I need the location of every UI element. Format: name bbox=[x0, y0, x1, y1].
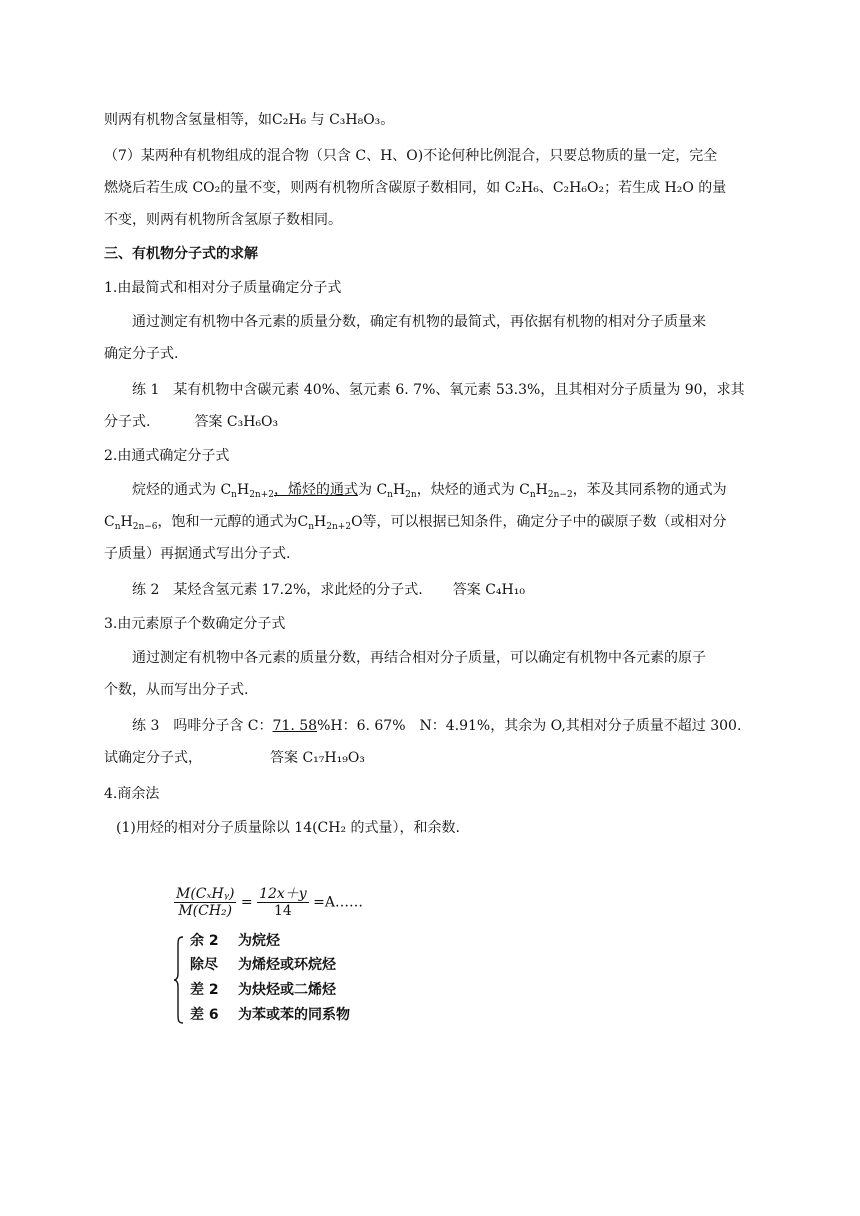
exercise-1: 练 1 某有机物中含碳元素 40%、氢元素 6. 7%、氧元素 53.3%，且其相对分子质量为 90，求其 bbox=[132, 382, 745, 398]
formula-alcohol: $C_nH_{2n+2}O$ bbox=[297, 514, 363, 532]
quotient-formula bbox=[174, 886, 363, 919]
formula-benzene: $C_nH_{2n-6}$ bbox=[104, 514, 158, 532]
case-key: 除尽 bbox=[190, 957, 218, 973]
denominator: 14 bbox=[273, 903, 292, 919]
denominator: M(CH₂) bbox=[178, 903, 233, 919]
case-key: 余 2 bbox=[190, 933, 219, 949]
case-key: 差 2 bbox=[190, 982, 219, 998]
case-value: 为炔烃或二烯烃 bbox=[238, 982, 336, 998]
paragraph-line: 个数，从而写出分子式. bbox=[104, 682, 249, 698]
left-brace-icon bbox=[174, 936, 184, 1024]
text: 试确定分子式， bbox=[104, 750, 202, 766]
formula-alkyne: $C_nH_{2n-2}$ bbox=[519, 482, 573, 500]
paragraph-line: 子质量）再据通式写出分子式. bbox=[104, 546, 291, 562]
text: ，炔烃的通式为 bbox=[416, 482, 515, 498]
subsection-title: 4.商余法 bbox=[104, 786, 160, 802]
case-row bbox=[190, 1004, 350, 1024]
case-value: 为烷烃 bbox=[238, 933, 280, 949]
exercise-3 bbox=[132, 716, 741, 736]
formula-alkane: $C_nH_{2n+2}$ bbox=[220, 482, 274, 500]
answer-label: 答案 bbox=[194, 414, 223, 430]
fraction-right bbox=[257, 886, 309, 919]
case-row bbox=[190, 979, 336, 999]
text: ，饱和一元醇的通式为 bbox=[157, 514, 298, 530]
paragraph-line bbox=[132, 480, 727, 500]
formula-c3h8o3: C₃H₈O₃。 bbox=[329, 112, 395, 128]
paragraph-line: （7）某两种有机物组成的混合物（只含 C、H、O)不论何种比例混合，只要总物质的量一定，完全 bbox=[104, 148, 718, 164]
answer-label: 答案 bbox=[270, 750, 298, 766]
formula-alkene: $C_nH_{2n}$ bbox=[376, 482, 417, 500]
subsection-title: 1.由最简式和相对分子质量确定分子式 bbox=[104, 280, 342, 296]
paragraph-line bbox=[104, 110, 394, 130]
paragraph-line: 通过测定有机物中各元素的质量分数，确定有机物的最简式，再依据有机物的相对分子质量来 bbox=[132, 314, 706, 330]
answer-value: C₃H₆O₃ bbox=[226, 414, 279, 430]
paragraph-line: 通过测定有机物中各元素的质量分数，再结合相对分子质量，可以确定有机物中各元素的原子 bbox=[132, 650, 706, 666]
carbon-percent: 71. 58 bbox=[272, 718, 318, 734]
answer-value: C₄H₁₀ bbox=[485, 582, 525, 598]
text: 烷烃的通式为 bbox=[132, 482, 216, 498]
numerator: M(CₓHᵧ) bbox=[176, 886, 235, 902]
numerator: 12x＋y bbox=[259, 886, 307, 902]
exercise-1-line2 bbox=[104, 412, 278, 432]
text: ，烯烃的通式 bbox=[273, 482, 358, 498]
text: 练 3 吗啡分子含 C： bbox=[132, 718, 273, 734]
subsection-title: 3.由元素原子个数确定分子式 bbox=[104, 616, 286, 632]
text: 与 bbox=[310, 112, 325, 128]
text: 等，可以根据已知条件，确定分子中的碳原子数（或相对分 bbox=[362, 514, 727, 530]
case-row bbox=[190, 930, 280, 950]
case-value: 为烯烃或环烷烃 bbox=[238, 957, 336, 973]
text: 分子式. bbox=[104, 414, 151, 430]
paragraph-line bbox=[104, 512, 727, 532]
case-key: 差 6 bbox=[190, 1007, 219, 1023]
subsection-title: 2.由通式确定分子式 bbox=[104, 448, 230, 464]
paragraph-line: 确定分子式. bbox=[104, 346, 179, 362]
fraction-left bbox=[174, 886, 236, 919]
text: 则两有机物含氢量相等，如 bbox=[104, 112, 272, 128]
paragraph-line: 不变，则两有机物所含氢原子数相同。 bbox=[104, 212, 342, 228]
answer-label: 答案 bbox=[452, 582, 481, 598]
quotient-result: =A…… bbox=[313, 894, 363, 911]
paragraph-line: (1)用烃的相对分子质量除以 14(CH₂ 的式量），和余数. bbox=[116, 820, 460, 836]
case-row bbox=[190, 954, 336, 974]
exercise-3-line2 bbox=[104, 748, 365, 768]
section-heading: 三、有机物分子式的求解 bbox=[104, 246, 258, 262]
text: ，苯及其同系物的通式为 bbox=[572, 482, 727, 498]
text: %H：6. 67% N：4.91%，其余为 O,其相对分子质量不超过 300. bbox=[317, 718, 742, 734]
text bbox=[274, 482, 358, 498]
exercise-2 bbox=[132, 580, 525, 600]
case-value: 为苯或苯的同系物 bbox=[238, 1007, 350, 1023]
text: 练 2 某烃含氢元素 17.2%，求此烃的分子式. bbox=[132, 582, 423, 598]
answer-value: C₁₇H₁₉O₃ bbox=[302, 750, 365, 766]
formula-c2h6: C₂H₆ bbox=[272, 112, 307, 128]
text: 为 bbox=[357, 482, 372, 498]
equals-sign: = bbox=[240, 894, 253, 911]
paragraph-line: 燃烧后若生成 CO₂的量不变，则两有机物所含碳原子数相同，如 C₂H₆、C₂H₆O₂；若生成 H₂O 的量 bbox=[104, 180, 727, 196]
